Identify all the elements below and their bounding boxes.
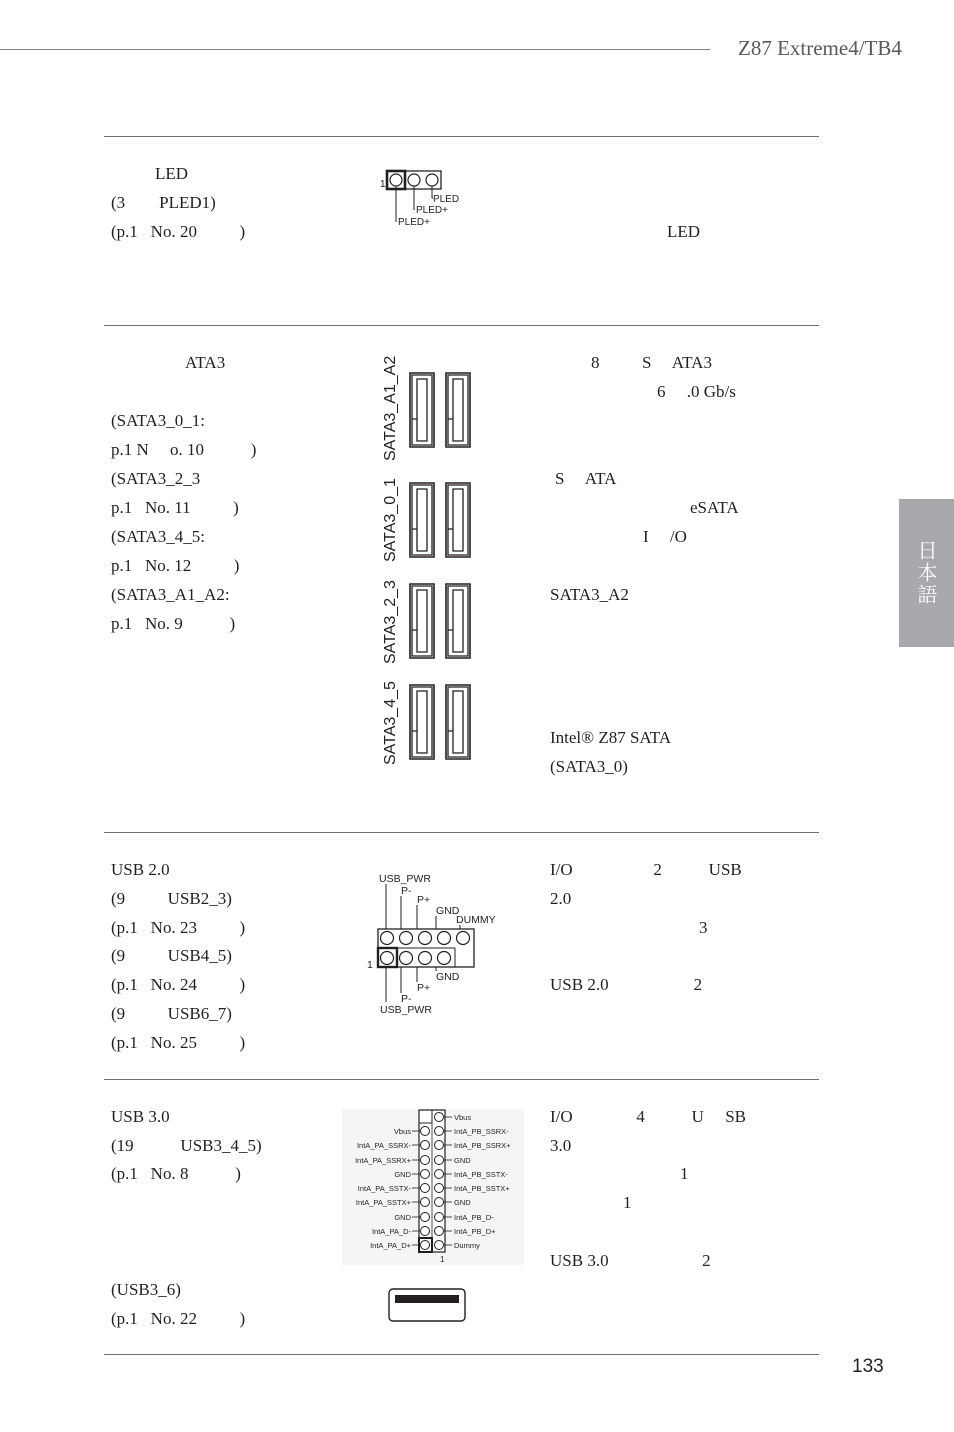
- sata-desc-intel: Intel® Z87 SATA: [550, 728, 672, 747]
- sata-desc-a2: SATA3_A2: [550, 585, 629, 604]
- sata-desc-sata3-0: (SATA3_0): [550, 757, 628, 776]
- usb3-right-label-1: Vbus: [454, 1113, 472, 1122]
- sata-ref-4-5: (SATA3_4_5:: [111, 527, 206, 546]
- language-tab: [899, 499, 954, 647]
- usb2-ref-2-3: (9 USB2_3): [111, 889, 232, 908]
- sata-page-2-3: p.1 No. 11 ): [111, 498, 239, 517]
- sata-port-a2: [446, 373, 470, 447]
- usb3-page-6: (p.1 No. 22 ): [111, 1309, 246, 1328]
- sata-port-4: [410, 685, 434, 759]
- usb2-top-dummy: DUMMY: [456, 914, 496, 926]
- sata-label-0-1: SATA3_0_1: [382, 478, 399, 562]
- pled-pin1-label: 1: [380, 179, 386, 190]
- header-rule: [0, 49, 710, 50]
- usb3-desc-one-b: 1: [623, 1193, 632, 1212]
- usb3-left-label-1: Vbus: [393, 1127, 411, 1136]
- sata-label-a1-a2: SATA3_A1_A2: [382, 355, 399, 461]
- sata-port-0: [410, 483, 434, 557]
- usb3-desc-io: I/O 4 U SB: [550, 1107, 746, 1126]
- sata-page-0-1: p.1 N o. 10 ): [111, 440, 257, 459]
- usb2-desc-io: I/O 2 USB: [550, 860, 742, 879]
- sata-connectors-diagram: [372, 355, 482, 770]
- usb2-title: USB 2.0: [111, 860, 170, 879]
- sata-ref-2-3: (SATA3_2_3: [111, 469, 201, 488]
- power-led-header-desc: (3 PLED1): [111, 193, 216, 212]
- usb3-title: USB 3.0: [111, 1107, 170, 1126]
- usb3-right-label-2: IntA_PB_SSRX-: [454, 1127, 509, 1136]
- pled-plus-label-2: PLED+: [398, 217, 430, 228]
- sata-page-4-5: p.1 No. 12 ): [111, 556, 240, 575]
- usb3-header-diagram: [342, 1109, 524, 1265]
- usb2-page-4-5: (p.1 No. 24 ): [111, 975, 246, 994]
- usb2-bottom-p-minus: P-: [401, 993, 412, 1005]
- section-divider: [104, 325, 819, 326]
- usb2-top-usb-pwr: USB_PWR: [379, 873, 431, 885]
- sata-ref-0-1: (SATA3_0_1:: [111, 411, 206, 430]
- sata-port-2: [410, 584, 434, 658]
- usb3-right-label-4: GND: [454, 1156, 471, 1165]
- usb3-desc-version: 3.0: [550, 1136, 572, 1155]
- usb2-bottom-usb-pwr: USB_PWR: [380, 1004, 432, 1016]
- pled-plus-label: PLED+: [416, 205, 448, 216]
- usb2-desc-three: 3: [699, 918, 708, 937]
- sata-port-a1: [410, 373, 434, 447]
- usb2-ref-6-7: (9 USB6_7): [111, 1004, 232, 1023]
- usb3-desc-one-a: 1: [680, 1164, 689, 1183]
- usb2-page-2-3: (p.1 No. 23 ): [111, 918, 246, 937]
- usb2-desc-ports: USB 2.0 2: [550, 975, 703, 994]
- section-divider: [104, 136, 819, 137]
- sata-port-5: [446, 685, 470, 759]
- usb3-right-label-10: Dummy: [454, 1241, 480, 1250]
- usb2-ref-4-5: (9 USB4_5): [111, 946, 232, 965]
- sata-desc-ata: S ATA: [555, 469, 617, 488]
- sata-desc-io: I /O: [643, 527, 687, 546]
- sata-page-a1-a2: p.1 No. 9 ): [111, 614, 236, 633]
- usb2-bottom-gnd: GND: [436, 971, 460, 983]
- usb3-left-label-4: GND: [394, 1170, 411, 1179]
- usb2-top-p-minus: P-: [401, 885, 412, 897]
- usb3-right-label-7: GND: [454, 1198, 471, 1207]
- pled-header-diagram: [378, 168, 468, 230]
- usb2-desc-version: 2.0: [550, 889, 572, 908]
- sata-title: ATA3: [185, 353, 226, 372]
- sata-desc-count: 8 S ATA3: [591, 353, 712, 372]
- usb2-pin1-label: 1: [367, 959, 373, 971]
- usb3-pin1-label: 1: [440, 1255, 445, 1264]
- usb3-right-label-3: IntA_PB_SSRX+: [454, 1141, 511, 1150]
- usb3-ref-4-5: (19 USB3_4_5): [111, 1136, 262, 1155]
- power-led-page-ref: (p.1 No. 20 ): [111, 222, 246, 241]
- sata-port-1: [446, 483, 470, 557]
- usb3-left-label-3: IntA_PA_SSRX+: [355, 1156, 411, 1165]
- usb3-right-label-8: IntA_PB_D-: [454, 1213, 494, 1222]
- usb3-right-label-5: IntA_PB_SSTX-: [454, 1170, 508, 1179]
- language-tab-label: 日本語: [914, 540, 938, 606]
- usb3-left-label-8: IntA_PA_D-: [371, 1227, 411, 1236]
- sata-label-4-5: SATA3_4_5: [382, 681, 399, 765]
- usb3-page-4-5: (p.1 No. 8 ): [111, 1164, 241, 1183]
- usb3-type-a-port-diagram: [387, 1287, 467, 1323]
- usb3-left-label-6: IntA_PA_SSTX+: [355, 1198, 411, 1207]
- sata-ref-a1-a2: (SATA3_A1_A2:: [111, 585, 230, 604]
- usb3-right-label-6: IntA_PB_SSTX+: [454, 1184, 510, 1193]
- usb2-page-6-7: (p.1 No. 25 ): [111, 1033, 246, 1052]
- usb3-left-label-5: IntA_PA_SSTX-: [357, 1184, 411, 1193]
- page-number: 133: [852, 1356, 884, 1377]
- power-led-desc: LED: [667, 222, 701, 241]
- usb3-ref-6: (USB3_6): [111, 1280, 181, 1299]
- section-divider: [104, 1079, 819, 1080]
- page-header-title: Z87 Extreme4/TB4: [738, 36, 902, 60]
- usb2-header-diagram: [364, 868, 510, 1018]
- sata-port-3: [446, 584, 470, 658]
- usb3-left-label-9: IntA_PA_D+: [370, 1241, 411, 1250]
- sata-desc-esata: eSATA: [690, 498, 739, 517]
- section-divider: [104, 1354, 819, 1355]
- section-divider: [104, 832, 819, 833]
- usb3-right-label-9: IntA_PB_D+: [454, 1227, 496, 1236]
- usb2-bottom-p-plus: P+: [417, 982, 431, 994]
- usb3-desc-ports: USB 3.0 2: [550, 1251, 711, 1270]
- usb2-top-gnd: GND: [436, 905, 460, 917]
- power-led-title: LED: [155, 164, 189, 183]
- pled-label: PLED: [433, 194, 460, 205]
- usb3-left-label-2: IntA_PA_SSRX-: [356, 1141, 411, 1150]
- usb3-left-label-7: GND: [394, 1213, 411, 1222]
- sata-desc-speed: 6 .0 Gb/s: [657, 382, 736, 401]
- usb2-top-p-plus: P+: [417, 894, 431, 906]
- sata-label-2-3: SATA3_2_3: [382, 580, 399, 664]
